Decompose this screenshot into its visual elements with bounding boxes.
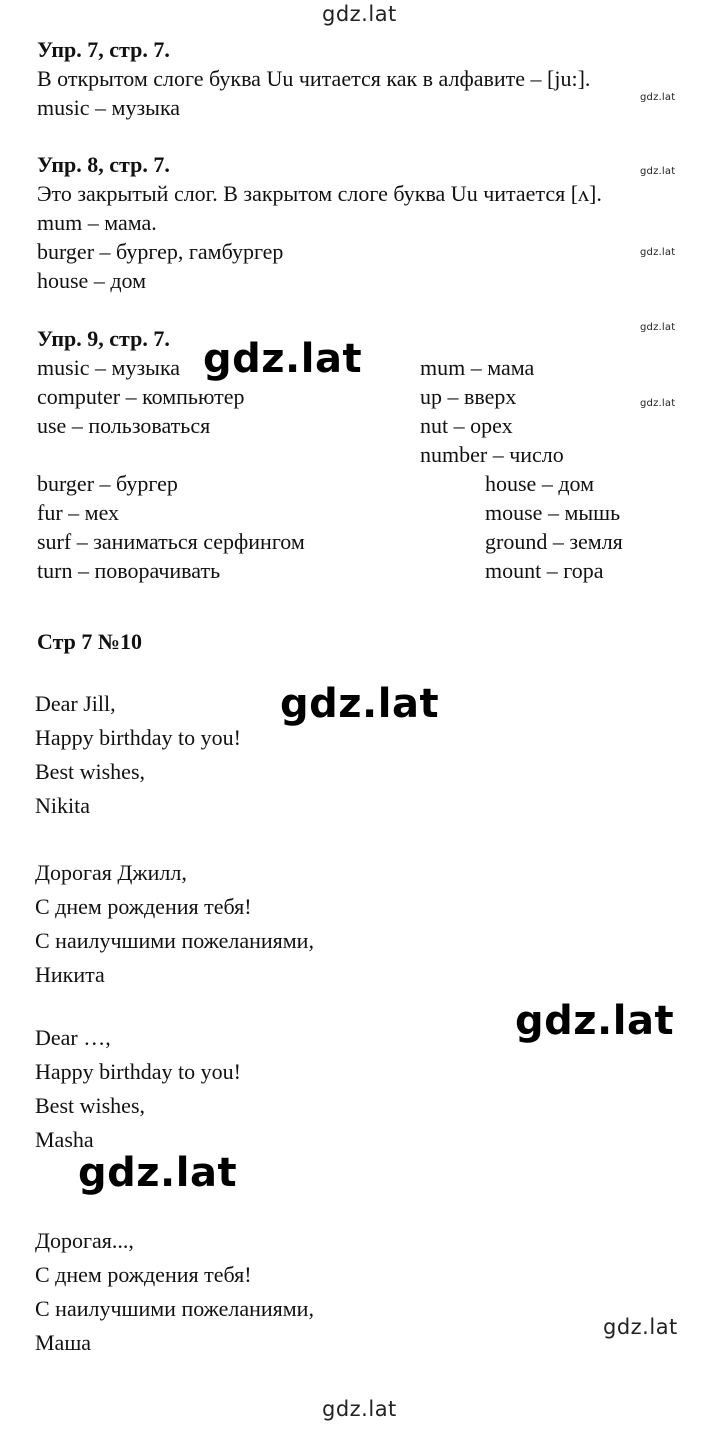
letter-line: Dear Jill, [35,691,116,716]
letter-line: Дорогая..., [35,1228,134,1253]
watermark-bottom: gdz.lat [322,1397,397,1421]
watermark-large: gdz.lat [515,998,675,1044]
letter-line: Best wishes, [35,759,145,784]
watermark-small: gdz.lat [640,247,676,258]
ex9-word-right: mount – гора [485,558,604,583]
letter-line: Nikita [35,793,90,818]
watermark-small: gdz.lat [640,398,676,409]
ex9-word-left: surf – заниматься серфингом [37,529,305,554]
ex9-word-right: ground – земля [485,529,623,554]
letter-line: Дорогая Джилл, [35,860,187,885]
watermark-small: gdz.lat [640,166,676,177]
ex8-heading: Упр. 8, стр. 7. [37,152,170,177]
ex7-example: music – музыка [37,95,181,120]
ex9-word-left: turn – поворачивать [37,558,221,583]
ex9-word-right: mouse – мышь [485,500,621,525]
watermark-right: gdz.lat [603,1315,678,1339]
letter-line: Никита [35,962,105,987]
ex9-word-left: burger – бургер [37,471,178,496]
ex7-heading: Упр. 7, стр. 7. [37,37,170,62]
letter-line: Маша [35,1330,92,1355]
letter-line: С наилучшими пожеланиями, [35,928,314,953]
ex9-heading: Упр. 9, стр. 7. [37,326,170,351]
watermark-small: gdz.lat [640,322,676,333]
watermark-top: gdz.lat [322,2,397,26]
ex8-example: mum – мама. [37,210,157,235]
watermark-small: gdz.lat [640,92,676,103]
ex9-word-right: number – число [420,442,564,467]
watermark-large: gdz.lat [280,681,440,727]
ex9-word-left: computer – компьютер [37,384,245,409]
letter-line: Dear …, [35,1025,111,1050]
ex8-example: house – дом [37,268,147,293]
letter-line: С наилучшими пожеланиями, [35,1296,314,1321]
ex9-word-left: music – музыка [37,355,181,380]
letter-line: С днем рождения тебя! [35,894,252,919]
ex9-word-left: fur – мех [37,500,120,525]
ex9-word-right: nut – орех [420,413,513,438]
letter-line: Happy birthday to you! [35,1059,241,1084]
ex10-heading: Стр 7 №10 [37,629,143,654]
letter-line: Masha [35,1127,94,1152]
watermark-large: gdz.lat [203,336,363,382]
letter-line: Best wishes, [35,1093,145,1118]
ex8-example: burger – бургер, гамбургер [37,239,284,264]
ex9-word-right: mum – мама [420,355,535,380]
letter-line: Happy birthday to you! [35,725,241,750]
ex9-word-right: house – дом [485,471,595,496]
ex9-word-left: use – пользоваться [37,413,211,438]
ex9-word-right: up – вверх [420,384,517,409]
letter-line: С днем рождения тебя! [35,1262,252,1287]
ex7-rule-text: В открытом слоге буква Uu читается как в алфавите – [ju:]. [37,66,591,91]
watermark-large: gdz.lat [78,1150,238,1196]
ex8-rule-text: Это закрытый слог. В закрытом слоге буква Uu читается [ʌ]. [37,181,602,206]
